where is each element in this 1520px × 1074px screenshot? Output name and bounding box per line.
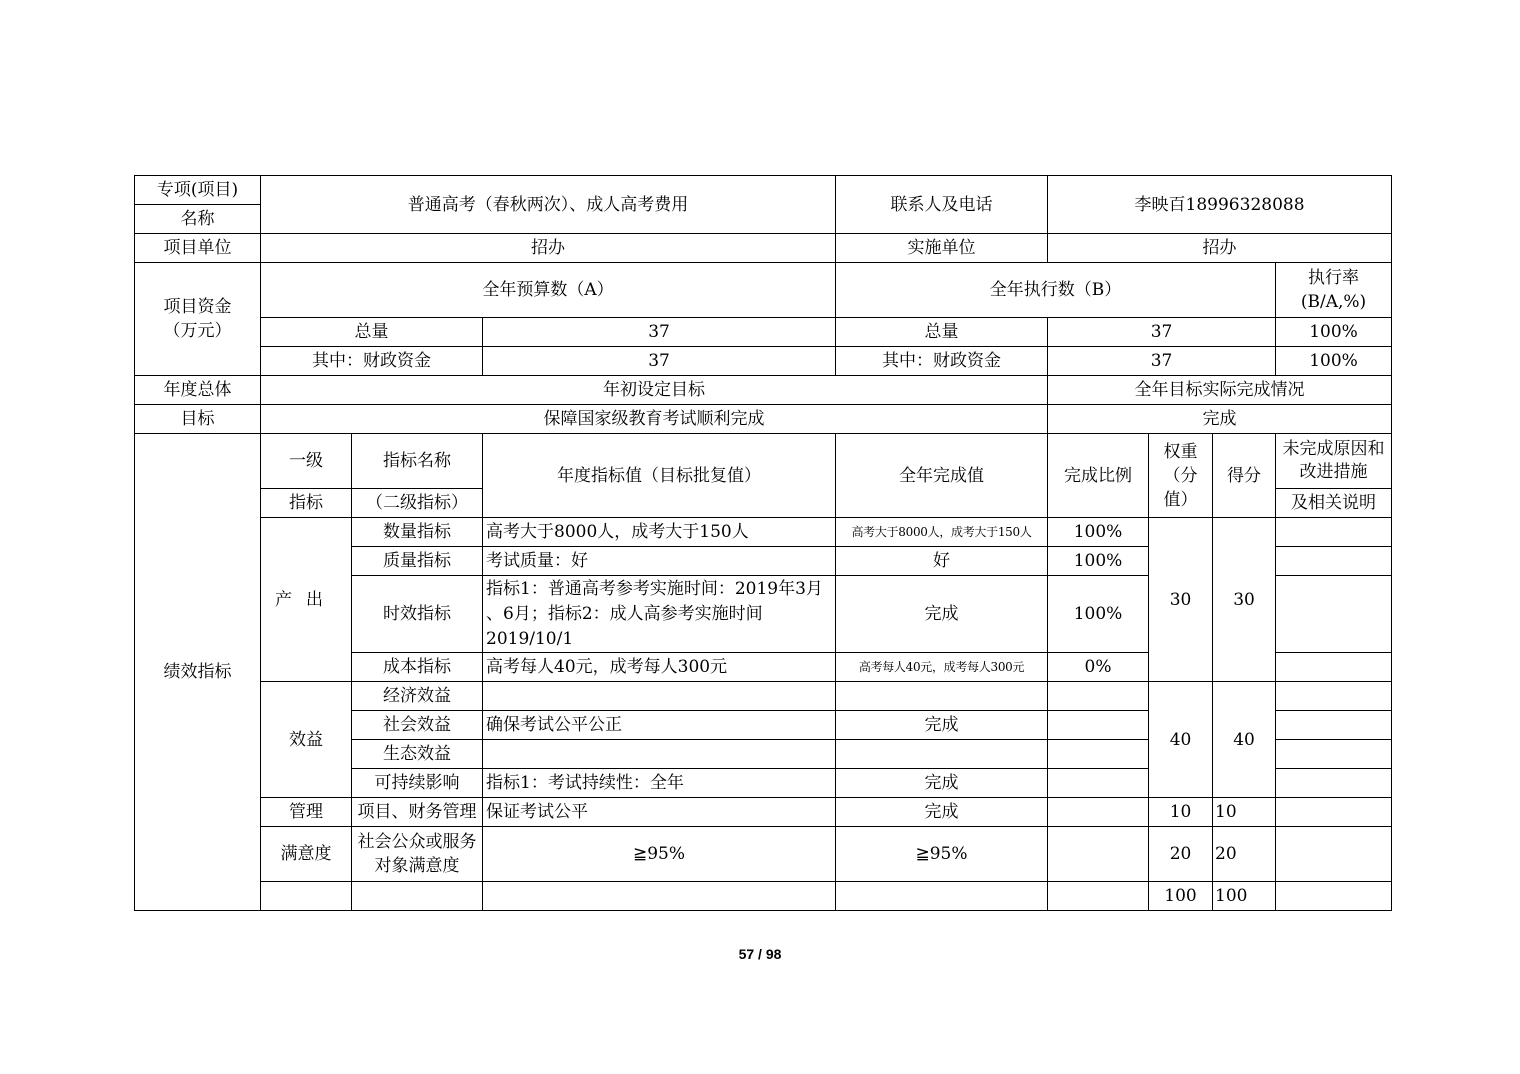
performance-table: [134, 175, 1392, 911]
header-score: 得分: [1213, 434, 1276, 518]
header-reason-bottom: 及相关说明: [1276, 489, 1392, 518]
satisfaction-weight: 20: [1149, 827, 1213, 882]
output-quality-name: 质量指标: [352, 547, 483, 576]
funds-fiscal-exec-label: 其中：财政资金: [836, 347, 1048, 376]
header-actual: 全年完成值: [836, 434, 1048, 518]
header-reason-top: 未完成原因和 改进措施: [1276, 434, 1392, 489]
output-quantity-reason: [1276, 518, 1392, 547]
output-timeliness-reason: [1276, 576, 1392, 653]
benefit-eco-name: 生态效益: [352, 740, 483, 769]
management-score: 10: [1213, 798, 1276, 827]
benefit-sustain-name: 可持续影响: [352, 769, 483, 798]
contact-label: 联系人及电话: [836, 176, 1048, 234]
benefit-eco-target: [483, 740, 836, 769]
project-label-top: 专项(项目): [135, 176, 261, 205]
header-ratio: 完成比例: [1048, 434, 1149, 518]
benefit-sustain-ratio: [1048, 769, 1149, 798]
output-quantity-ratio: 100%: [1048, 518, 1149, 547]
management-name: 项目、财务管理: [352, 798, 483, 827]
benefit-social-ratio: [1048, 711, 1149, 740]
funds-total-exec-label: 总量: [836, 318, 1048, 347]
benefit-social-target: 确保考试公平公正: [483, 711, 836, 740]
total-blank-1: [261, 882, 352, 911]
benefit-social-name: 社会效益: [352, 711, 483, 740]
total-blank-3: [483, 882, 836, 911]
impl-value: 招办: [1048, 234, 1392, 263]
benefit-economic-actual: [836, 682, 1048, 711]
management-weight: 10: [1149, 798, 1213, 827]
total-blank-6: [1276, 882, 1392, 911]
page-number: 57 / 98: [738, 946, 782, 962]
satisfaction-label: 满意度: [261, 827, 352, 882]
output-timeliness-name: 时效指标: [352, 576, 483, 653]
output-quality-target: 考试质量：好: [483, 547, 836, 576]
benefit-label: 效益: [261, 682, 352, 798]
output-weight: 30: [1149, 518, 1213, 682]
project-label-bottom: 名称: [135, 205, 261, 234]
contact-value: 李映百18996328088: [1048, 176, 1392, 234]
goal-label-top: 年度总体: [135, 376, 261, 405]
output-quantity-name: 数量指标: [352, 518, 483, 547]
goal-actual-header: 全年目标实际完成情况: [1048, 376, 1392, 405]
funds-fiscal-exec: 37: [1048, 347, 1276, 376]
satisfaction-ratio: [1048, 827, 1149, 882]
project-name: 普通高考（春秋两次）、成人高考费用: [261, 176, 836, 234]
management-ratio: [1048, 798, 1149, 827]
header-target: 年度指标值（目标批复值）: [483, 434, 836, 518]
output-cost-actual: 高考每人40元，成考每人300元: [836, 653, 1048, 682]
management-target: 保证考试公平: [483, 798, 836, 827]
indicators-section-label: 绩效指标: [135, 434, 261, 911]
output-cost-reason: [1276, 653, 1392, 682]
header-weight: 权重 （分 值）: [1149, 434, 1213, 518]
funds-fiscal-label: 其中：财政资金: [261, 347, 483, 376]
output-timeliness-actual: 完成: [836, 576, 1048, 653]
management-reason: [1276, 798, 1392, 827]
total-blank-4: [836, 882, 1048, 911]
output-cost-target: 高考每人40元，成考每人300元: [483, 653, 836, 682]
funds-total-rate: 100%: [1276, 318, 1392, 347]
goal-label-bottom: 目标: [135, 405, 261, 434]
benefit-eco-actual: [836, 740, 1048, 769]
satisfaction-target: ≧95%: [483, 827, 836, 882]
funds-total-budget: 37: [483, 318, 836, 347]
satisfaction-name: 社会公众或服务 对象满意度: [352, 827, 483, 882]
output-score: 30: [1213, 518, 1276, 682]
header-level1-bottom: 指标: [261, 489, 352, 518]
benefit-sustain-reason: [1276, 769, 1392, 798]
benefit-sustain-target: 指标1：考试持续性：全年: [483, 769, 836, 798]
funds-total-label: 总量: [261, 318, 483, 347]
unit-label: 项目单位: [135, 234, 261, 263]
benefit-weight: 40: [1149, 682, 1213, 798]
benefit-sustain-actual: 完成: [836, 769, 1048, 798]
management-actual: 完成: [836, 798, 1048, 827]
header-name-top: 指标名称: [352, 434, 483, 489]
output-label: 产出: [261, 518, 352, 682]
budget-header: 全年预算数（A）: [261, 263, 836, 318]
satisfaction-actual: ≧95%: [836, 827, 1048, 882]
satisfaction-reason: [1276, 827, 1392, 882]
benefit-economic-name: 经济效益: [352, 682, 483, 711]
output-quantity-actual: 高考大于8000人，成考大于150人: [836, 518, 1048, 547]
total-score: 100: [1213, 882, 1276, 911]
header-level1-top: 一级: [261, 434, 352, 489]
header-name-bottom: （二级指标）: [352, 489, 483, 518]
goal-set-value: 保障国家级教育考试顺利完成: [261, 405, 1048, 434]
output-quality-actual: 好: [836, 547, 1048, 576]
benefit-economic-ratio: [1048, 682, 1149, 711]
total-weight: 100: [1149, 882, 1213, 911]
benefit-economic-reason: [1276, 682, 1392, 711]
funds-total-exec: 37: [1048, 318, 1276, 347]
funds-fiscal-budget: 37: [483, 347, 836, 376]
benefit-social-actual: 完成: [836, 711, 1048, 740]
total-blank-5: [1048, 882, 1149, 911]
goal-actual-value: 完成: [1048, 405, 1392, 434]
total-blank-2: [352, 882, 483, 911]
goal-set-header: 年初设定目标: [261, 376, 1048, 405]
benefit-eco-reason: [1276, 740, 1392, 769]
output-quality-reason: [1276, 547, 1392, 576]
unit-value: 招办: [261, 234, 836, 263]
management-label: 管理: [261, 798, 352, 827]
funds-label: 项目资金 （万元）: [135, 263, 261, 376]
impl-label: 实施单位: [836, 234, 1048, 263]
satisfaction-score: 20: [1213, 827, 1276, 882]
funds-fiscal-rate: 100%: [1276, 347, 1392, 376]
benefit-economic-target: [483, 682, 836, 711]
exec-header: 全年执行数（B）: [836, 263, 1276, 318]
output-quality-ratio: 100%: [1048, 547, 1149, 576]
benefit-social-reason: [1276, 711, 1392, 740]
output-timeliness-ratio: 100%: [1048, 576, 1149, 653]
output-cost-name: 成本指标: [352, 653, 483, 682]
output-quantity-target: 高考大于8000人，成考大于150人: [483, 518, 836, 547]
benefit-score: 40: [1213, 682, 1276, 798]
rate-header: 执行率 (B/A,%): [1276, 263, 1392, 318]
output-timeliness-target: 指标1：普通高考参考实施时间：2019年3月 、6月；指标2：成人高参考实施时间 2019/10/1: [483, 576, 836, 653]
benefit-eco-ratio: [1048, 740, 1149, 769]
output-cost-ratio: 0%: [1048, 653, 1149, 682]
